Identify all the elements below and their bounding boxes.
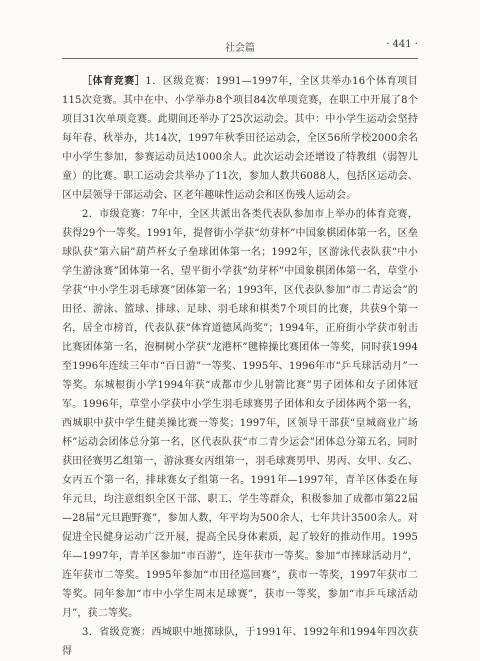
page-number: · 441 · — [386, 39, 418, 50]
paragraph-1 — [62, 72, 418, 205]
header-rule — [62, 58, 418, 59]
running-title: 社会篇 — [225, 42, 255, 54]
section-title: ［体育竞赛］ — [82, 76, 146, 87]
body-text — [62, 72, 418, 661]
page-header — [62, 36, 418, 56]
paragraph-1-text: 1．区级竞赛：1991—1997年，全区共举办16个体育项目115次竞赛。其中在中、小学举办8个项目84次单项竞赛，在职工中开展了8个项目31次单项竞赛。此期间还举办了25次运动会。其中：中小学生运动会坚持每年春、秋举办，共14次，1997年秋季田径运动会，全区56所学校2000余名中小学生参加，参赛运动员达1000余人。此次运动会还增设了特教组（弱智儿童）的比赛。职工运动会共举办了11次，参加人数共6088人，包括区运动会、区中层领导干部运动会、区老年趣味性运动会和区伤残人运动会。 — [62, 76, 418, 201]
paragraph-3: 3．省级竞赛：西城职中地掷球队，于1991年、1992年和1994年四次获得 — [62, 627, 418, 657]
paragraph-2: 2．市级竞赛：7年中，全区共派出各类代表队参加市上举办的体育竞赛，获得29个一等奖。1991年，提督街小学获“幼芽杯”中国象棋团体第一名，区垒球队获“第六届”葫芦杯女子垒球团体第一名；1992年，区游泳代表队获“中小学生游泳赛”团体第一名，望平街小学获“幼芽杯”中国象棋团体第一名，草堂小学获“中小学生羽毛球赛”团体第一名；1993年，区代表队参加“市二青运会”的田径、游泳、篮球、排球、足球、羽毛球和棋类7个项目的比赛，共获9个第一名，居全市榜首，代表队获“体育道德风尚奖”；1994年，正府街小学获市射击比赛团体第一名，泡桐树小学获“龙港杯”毽棒操比赛团体一等奖，同时获1994至1996年连续三年市“百日游”一等奖、1995年、1996年市“乒乓球活动月”一等奖。东城根街小学1994年获“成都市少儿射箭比赛”男子团体和女子团体冠军。1996年，草堂小学获中小学生羽毛球赛男子团体和女子团体两个第一名，西城职中获中学生健美操比赛一等奖；1997年，区领导干部获“皇城商业广场杯”运动会团体总分第一名，区代表队获“市二青少运会”团体总分第五名，同时获田径赛男乙组第一，游泳赛女丙组第一，羽毛球赛男甲、男丙、女甲、女乙、女丙五个第一名，排球赛女子组第一名。1991年—1997年，青羊区体委在每年元旦，均注意组织全区干部、职工、学生等群众，积极参加了成都市第22届—28届“元旦跑野赛”，参加人数，年平均为500余人，七年共计3500余人。对促进全民健身运动广泛开展，提高全民身体素质，起了较好的推动作用。1995年—1997年，青羊区参加“市百游”，连年获市一等奖。参加“市摔球活动月”，连年获市二等奖。1995年参加“市田径巡回赛”，获市一等奖，1997年获市二等奖。同年参加“市中小学生周末足球赛”，获市一等奖，参加“市乒乓球活动月”，获二等奖。 — [62, 209, 418, 619]
